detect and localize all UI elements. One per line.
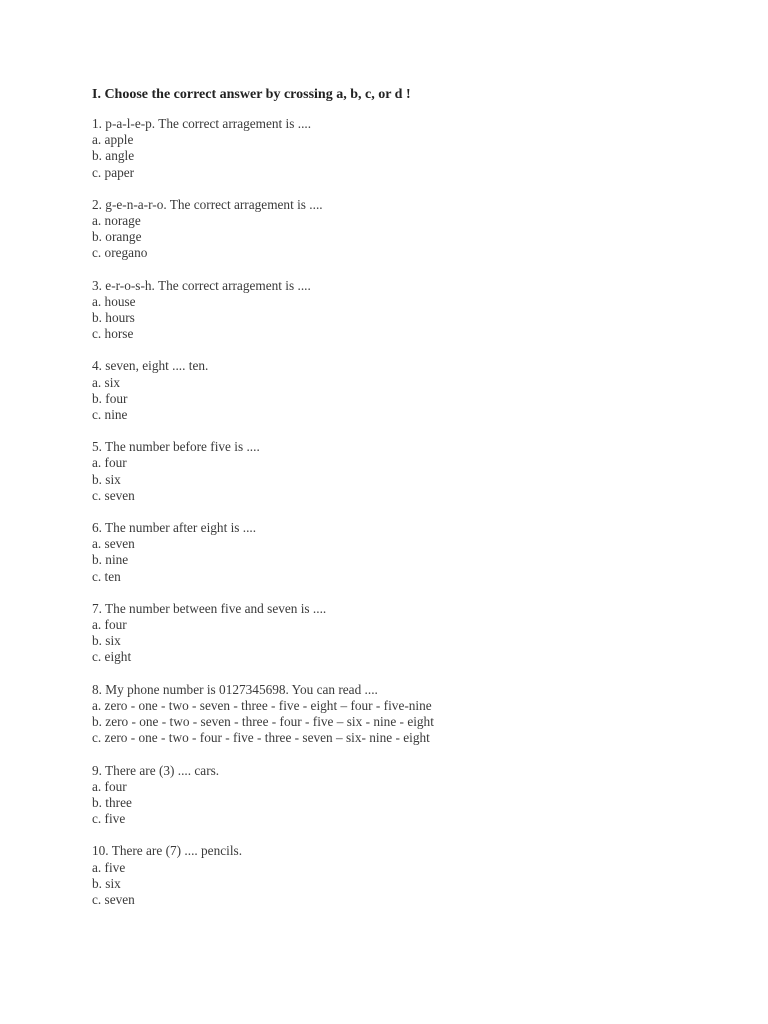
section-heading: I. Choose the correct answer by crossing a, b, c, or d !: [92, 87, 411, 102]
question-stem: 10. There are (7) .... pencils.: [92, 843, 243, 859]
option-a: a. four: [92, 617, 127, 633]
option-c: c. eight: [92, 649, 132, 665]
option-b: b. six: [92, 875, 121, 891]
option-a: a. zero - one - two - seven - three - five - eight – four - five-nine: [92, 697, 432, 713]
question-stem: 4. seven, eight .... ten.: [92, 358, 209, 374]
option-c: c. seven: [92, 891, 135, 907]
option-a: a. four: [92, 455, 127, 471]
question-stem: 7. The number between five and seven is ....: [92, 600, 327, 616]
option-c: c. horse: [92, 326, 134, 342]
option-b: b. six: [92, 633, 121, 649]
question-7: [92, 601, 732, 666]
option-a: a. five: [92, 859, 126, 875]
option-a: a. seven: [92, 536, 135, 552]
option-c: c. five: [92, 811, 126, 827]
option-b: b. angle: [92, 148, 135, 164]
question-stem: 3. e-r-o-s-h. The correct arragement is ....: [92, 277, 311, 293]
question-stem: 5. The number before five is ....: [92, 439, 260, 455]
option-b: b. four: [92, 390, 128, 406]
option-c: c. oregano: [92, 245, 148, 261]
question-stem: 8. My phone number is 0127345698. You can read ....: [92, 681, 378, 697]
option-c: c. seven: [92, 487, 135, 503]
option-c: c. ten: [92, 568, 121, 584]
question-3: [92, 278, 732, 343]
option-a: a. apple: [92, 132, 134, 148]
option-b: b. orange: [92, 229, 142, 245]
question-4: [92, 358, 732, 423]
question-10: [92, 843, 732, 908]
option-c: c. nine: [92, 407, 128, 423]
option-a: a. norage: [92, 213, 141, 229]
option-a: a. six: [92, 374, 121, 390]
question-2: [92, 197, 732, 262]
question-stem: 2. g-e-n-a-r-o. The correct arragement is ....: [92, 196, 323, 212]
option-b: b. zero - one - two - seven - three - four - five – six - nine - eight: [92, 714, 434, 730]
question-stem: 9. There are (3) .... cars.: [92, 762, 220, 778]
question-9: [92, 763, 732, 828]
option-c: c. zero - one - two - four - five - three - seven – six- nine - eight: [92, 730, 430, 746]
option-b: b. three: [92, 794, 132, 810]
document-page: [92, 86, 732, 924]
option-a: a. four: [92, 778, 127, 794]
question-1: [92, 116, 732, 181]
question-6: [92, 520, 732, 585]
option-b: b. nine: [92, 552, 129, 568]
option-a: a. house: [92, 293, 136, 309]
question-stem: 6. The number after eight is ....: [92, 520, 257, 536]
question-stem: 1. p-a-l-e-p. The correct arragement is ....: [92, 116, 312, 131]
option-b: b. six: [92, 471, 121, 487]
option-b: b. hours: [92, 310, 135, 326]
question-5: [92, 439, 732, 504]
question-8: [92, 682, 732, 747]
option-c: c. paper: [92, 164, 135, 180]
